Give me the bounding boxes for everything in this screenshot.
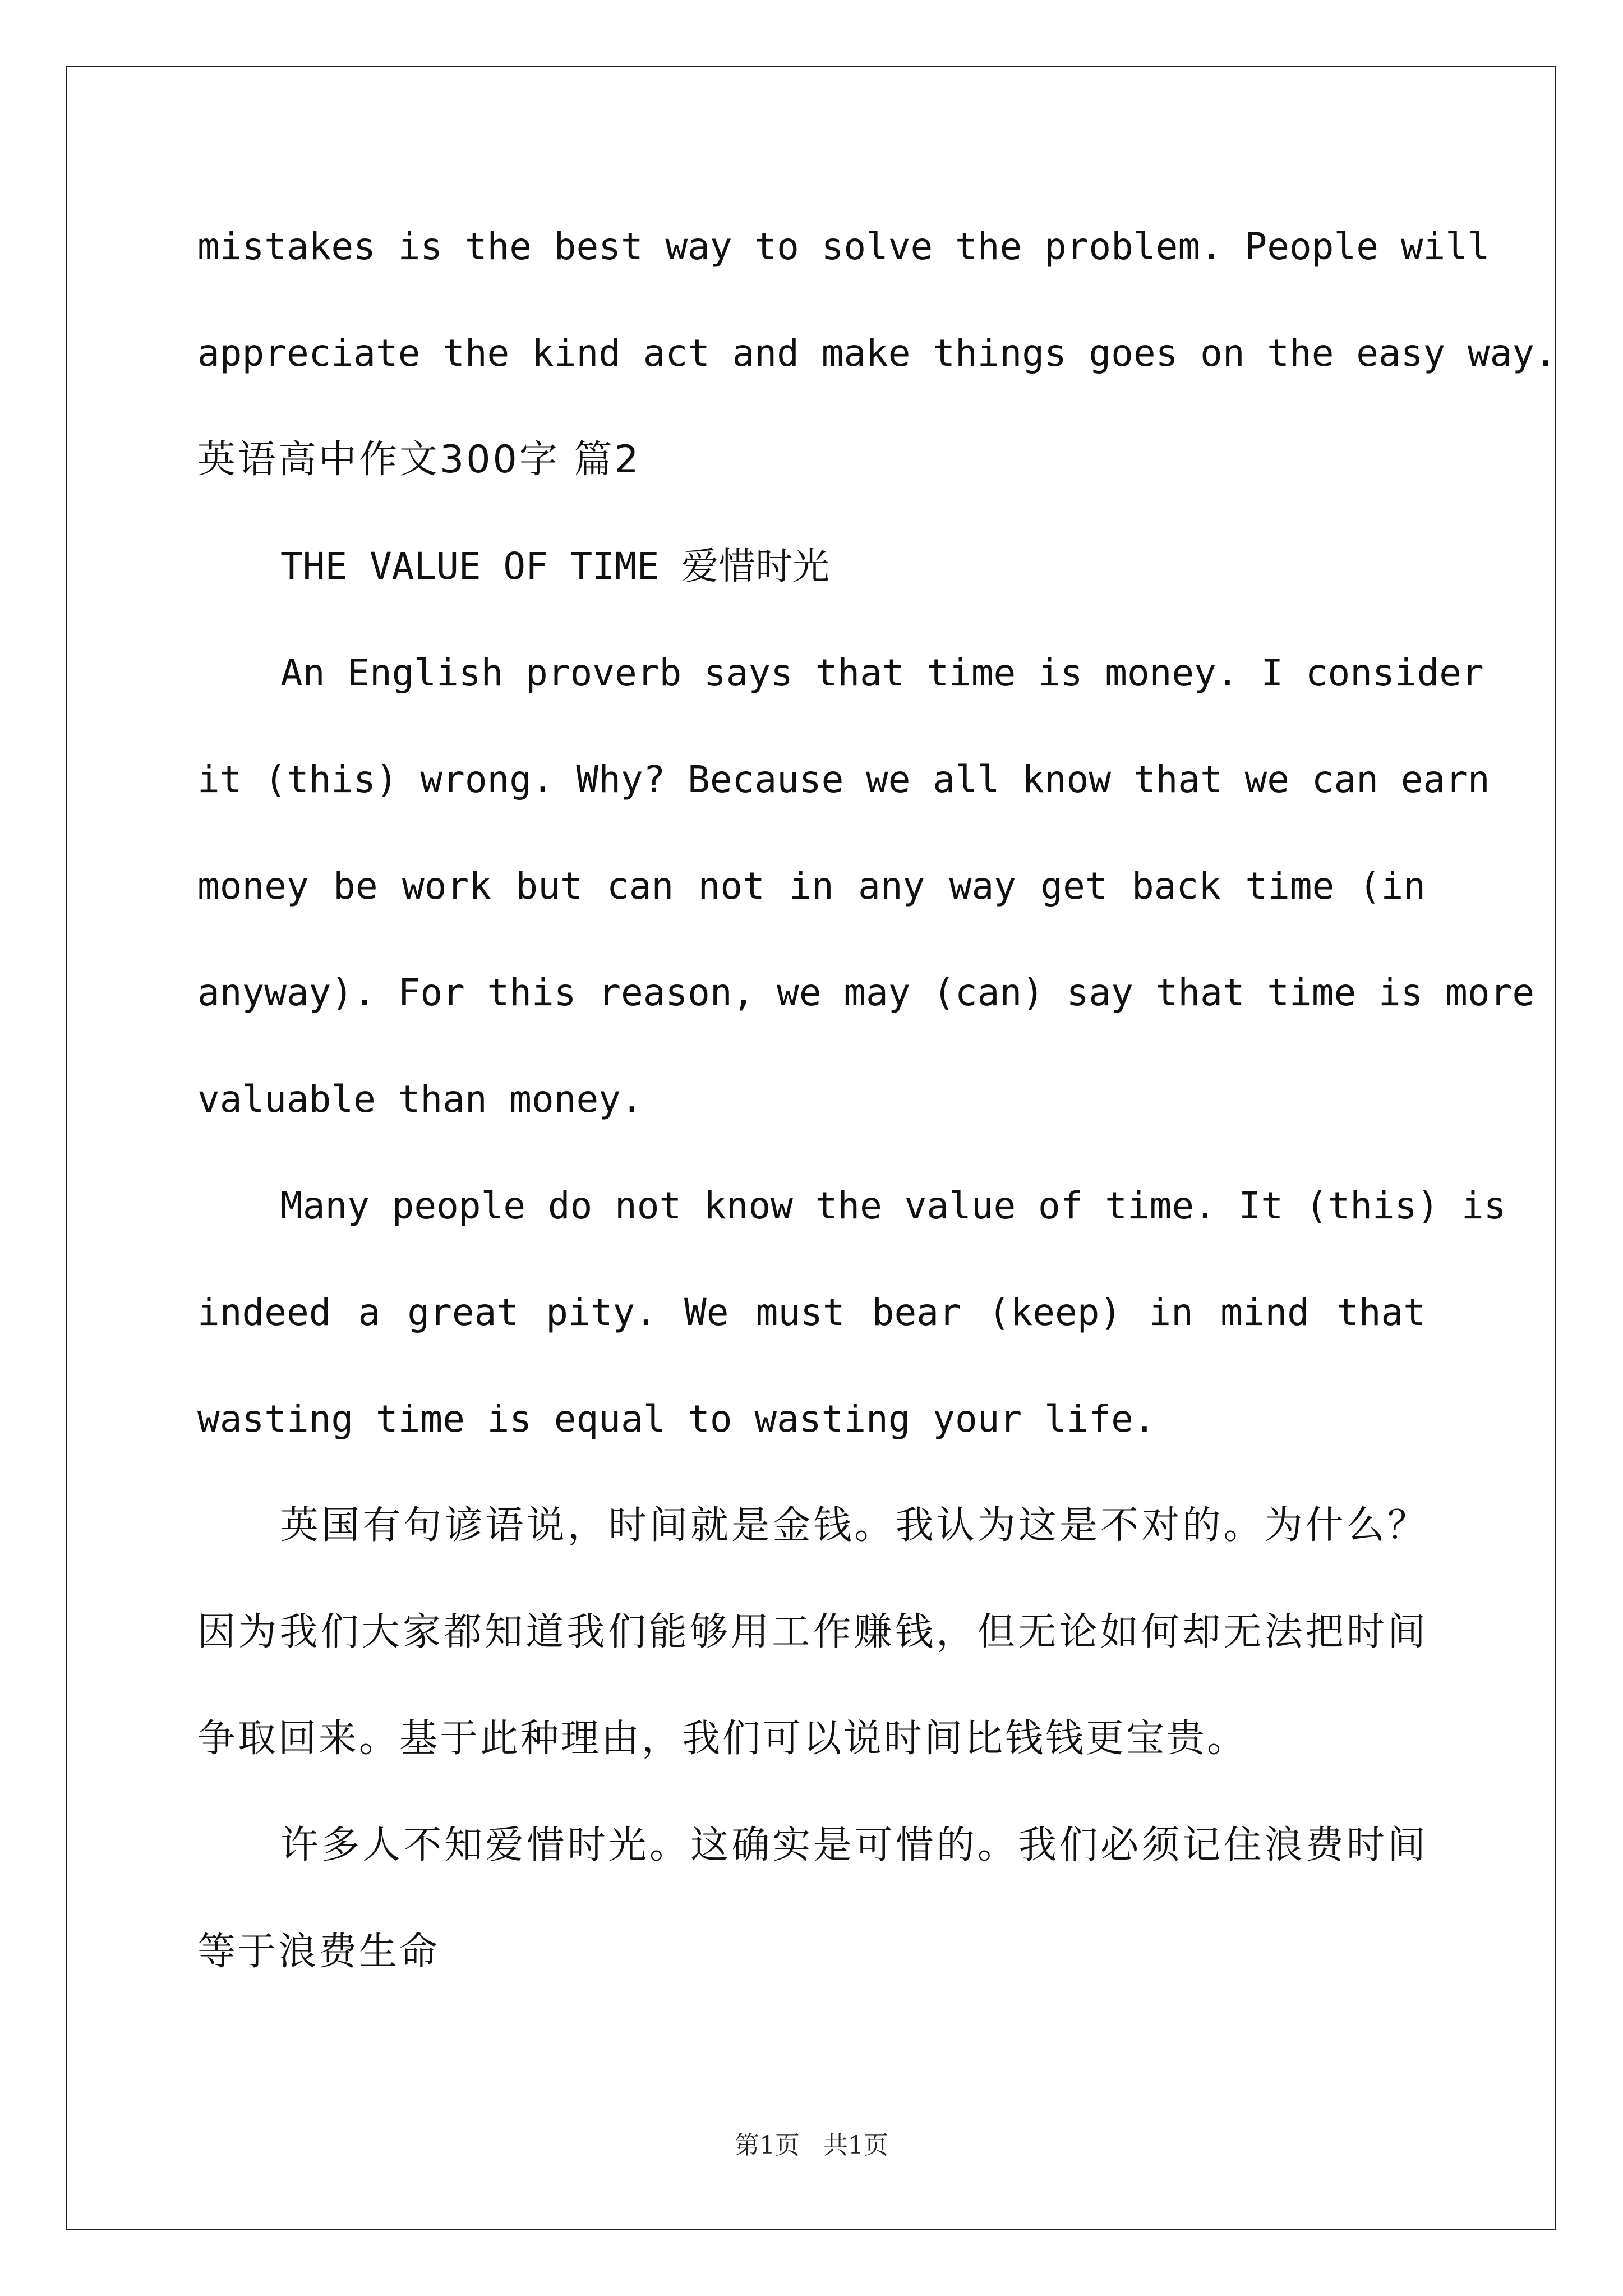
text-line: 等于浪费生命 (197, 1930, 440, 1974)
section-heading: 英语高中作文300字 篇2 (197, 438, 641, 482)
text-line: wasting time is equal to wasting your life. (197, 1397, 1156, 1441)
essay-title: THE VALUE OF TIME 爱惜时光 (280, 545, 830, 588)
text-line: Many people do not know the value of time. It (this) is (280, 1184, 1506, 1227)
text-line: mistakes is the best way to solve the problem. People will (197, 225, 1490, 268)
page-frame (66, 66, 1556, 2230)
text-line: anyway). For this reason, we may (can) say that time is more (197, 971, 1535, 1014)
text-line: 因为我们大家都知道我们能够用工作赚钱，但无论如何却无法把时间 (197, 1610, 1426, 1654)
text-line: 许多人不知爱惜时光。这确实是可惜的。我们必须记住浪费时间 (280, 1823, 1426, 1867)
text-line: 争取回来。基于此种理由，我们可以说时间比钱钱更宝贵。 (197, 1717, 1248, 1761)
text-line: 英国有句谚语说，时间就是金钱。我认为这是不对的。为什么？ (280, 1503, 1426, 1548)
page-number: 第1页 (735, 2131, 800, 2160)
text-line: An English proverb says that time is money. I consider (280, 651, 1484, 694)
text-line: indeed a great pity. We must bear (keep) in mind that (197, 1291, 1426, 1334)
page-total: 共1页 (823, 2131, 888, 2160)
text-line: appreciate the kind act and make things goes on the easy way. (197, 332, 1557, 375)
text-line: valuable than money. (197, 1078, 643, 1121)
text-line: money be work but can not in any way get back time (in (197, 864, 1426, 908)
text-line: it (this) wrong. Why? Because we all know that we can earn (197, 758, 1490, 801)
page-footer (0, 2129, 1623, 2162)
